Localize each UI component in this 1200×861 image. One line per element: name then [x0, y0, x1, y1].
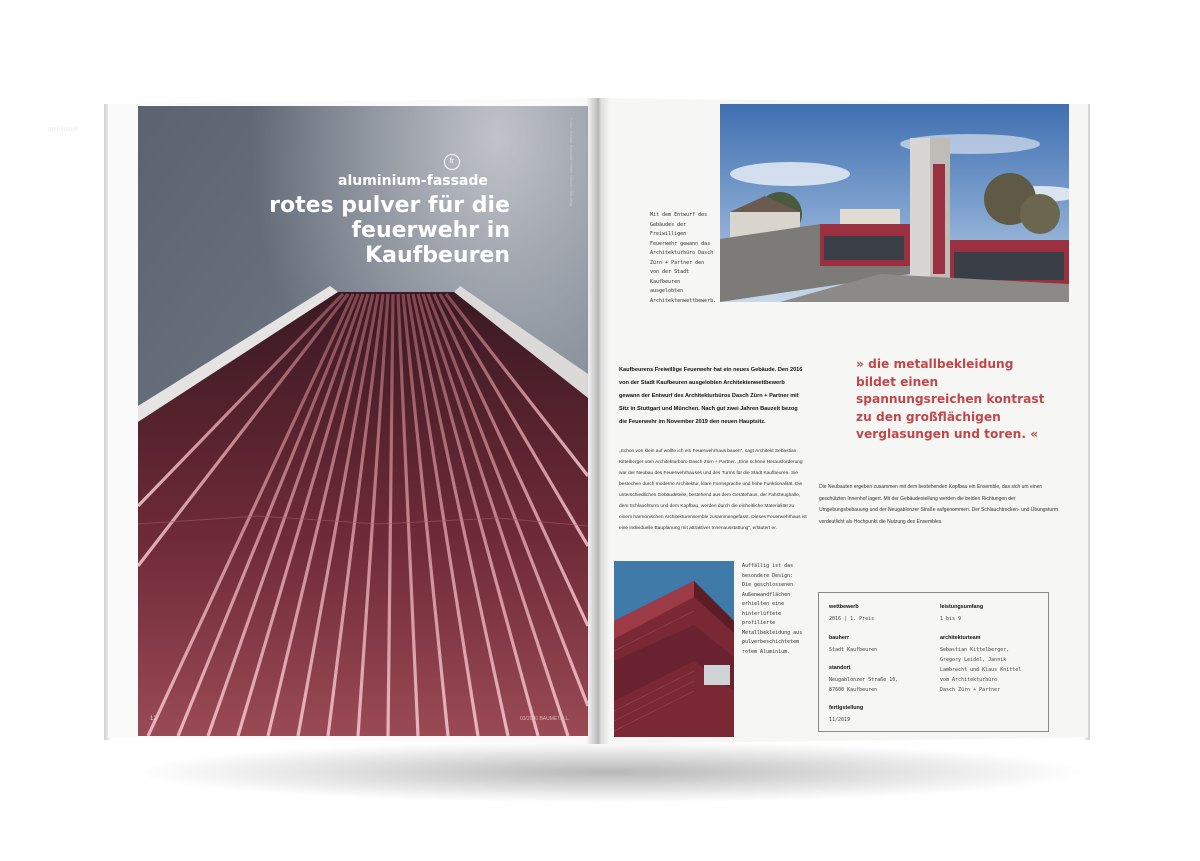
article-kicker: aluminium-fassade [338, 173, 488, 189]
magazine-shadow [140, 742, 1080, 802]
info-standort-value-1: Neugablonzer Straße 10, [829, 677, 899, 683]
info-architekturteam-line-3: Lambrecht und Klaus Knittel [940, 667, 1022, 673]
info-standort-label: standort [829, 665, 851, 671]
info-architekturteam-label: architekturteam [940, 635, 981, 641]
title-line-1: rotes pulver für die [269, 193, 510, 218]
page-number: 12 [150, 716, 157, 722]
body-text-2: Die Neubauten ergeben zusammen mit dem bestehenden Kopfbau ein Ensemble, das sich um einen geschützten Innenhof lagert. Mit der Gebäudestellung werden die beiden Richtungen der Umgebungsbebauung und der Neugablonzer Straße aufgenommen. Der Schlauchtrocken- und Übungsturm verdeutlicht als Hochpunkt die Nutzung des Ensembles. [819, 484, 1059, 525]
facade-detail-photo [614, 561, 734, 737]
section-tag: architektur [48, 127, 79, 133]
info-wettbewerb-label: wettbewerb [829, 604, 859, 610]
info-architekturteam-line-4: vom Architekturbüro [940, 677, 998, 683]
info-fertigstellung-value: 11/2019 [829, 717, 851, 723]
intro-paragraph: Kaufbeurens Freiwillige Feuerwehr hat ein neues Gebäude. Den 2016 von der Stadt Kaufbeuren ausgelobten Architektenwettbewerb gewann der Entwurf des Architekturbüros Dasch Zürn + Partner mit Sitz in Stuttgart und München. Nach gut zwei Jahren Bauzeit bezog die Feuerwehr im November 2019 den neuen Hauptsitz. [619, 367, 803, 425]
info-architekturteam-line-1: Sebastian Kittelberger, [940, 647, 1010, 653]
info-leistungsumfang-value: 1 bis 9 [940, 616, 962, 622]
facade-detail-illustration [614, 561, 734, 737]
magazine-spine [586, 98, 610, 744]
photo-caption-2: Auffällig ist das besondere Design: Die geschlossenen Außenwandflächen erhielten eine hinterlüftete profilierte Metallbekleidung aus pulverbeschichtetem rotem Aluminium. [742, 563, 803, 655]
info-wettbewerb-value: 2016 | 1. Preis [829, 616, 875, 622]
article-title [200, 193, 510, 268]
title-line-2: feuerwehr in Kaufbeuren [351, 218, 510, 268]
info-standort-value-2: 87600 Kaufbeuren [829, 687, 878, 693]
page-footer: 03/2020 BAUMETALL [520, 716, 569, 722]
info-leistungsumfang-label: leistungsumfang [940, 604, 984, 610]
info-fertigstellung-label: fertigstellung [829, 705, 864, 711]
photo-caption-1: Mit dem Entwurf des Gebäudes der Freiwilligen Feuerwehr gewann das Architekturbüro Dasch Zürn + Partner den von der Stadt Kaufbeuren ausgelobten Architektenwettbewerb. [650, 212, 717, 304]
circle-badge-icon: fr [444, 154, 460, 170]
info-bauherr-label: bauherr [829, 635, 850, 641]
info-architekturteam-line-5: Dasch Zürn + Partner [940, 687, 1001, 693]
body-text-1: „Schon von klein auf wollte ich ein Feuerwehrhaus bauen“, sagt Architekt Sebastian Kittelberger vom Architekturbüro Dasch Zürn + Partner. „Eine schöne Herausforderung war der Neubau des Feuerwehrhauses und des Turms für die Stadt Kaufbeuren. Sie bestechen durch moderne Architektur, klare Formsprache und hohe Funktionalität. Die unterschiedlichen Gebäudeteile, bestehend aus dem Gerätehaus, der Fahrzeughalle, dem Schlauchturm und dem Kopfbau, werden durch die einheitliche Materialität zu einem harmonischen Architekturensemble zusammengefasst. Dieses Feuerwehrhaus ist eine individuelle Bauplanung mit attraktiver Innenausstattung“, erläutert er. [619, 449, 807, 531]
fire-station-illustration [720, 104, 1069, 302]
info-architekturteam-line-2: Gregory Leidel, Jannik [940, 657, 1007, 663]
info-bauherr-value: Stadt Kaufbeuren [829, 647, 878, 653]
pull-quote: » die metallbekleidung bildet einen spannungsreichen kontrast zu den großflächigen verglasungen und toren. « [856, 357, 1045, 441]
building-photo [720, 104, 1069, 302]
photo-credit: Fotos: Gunnar Klaschke / Peter Dörsch / Blindflug [569, 118, 574, 207]
